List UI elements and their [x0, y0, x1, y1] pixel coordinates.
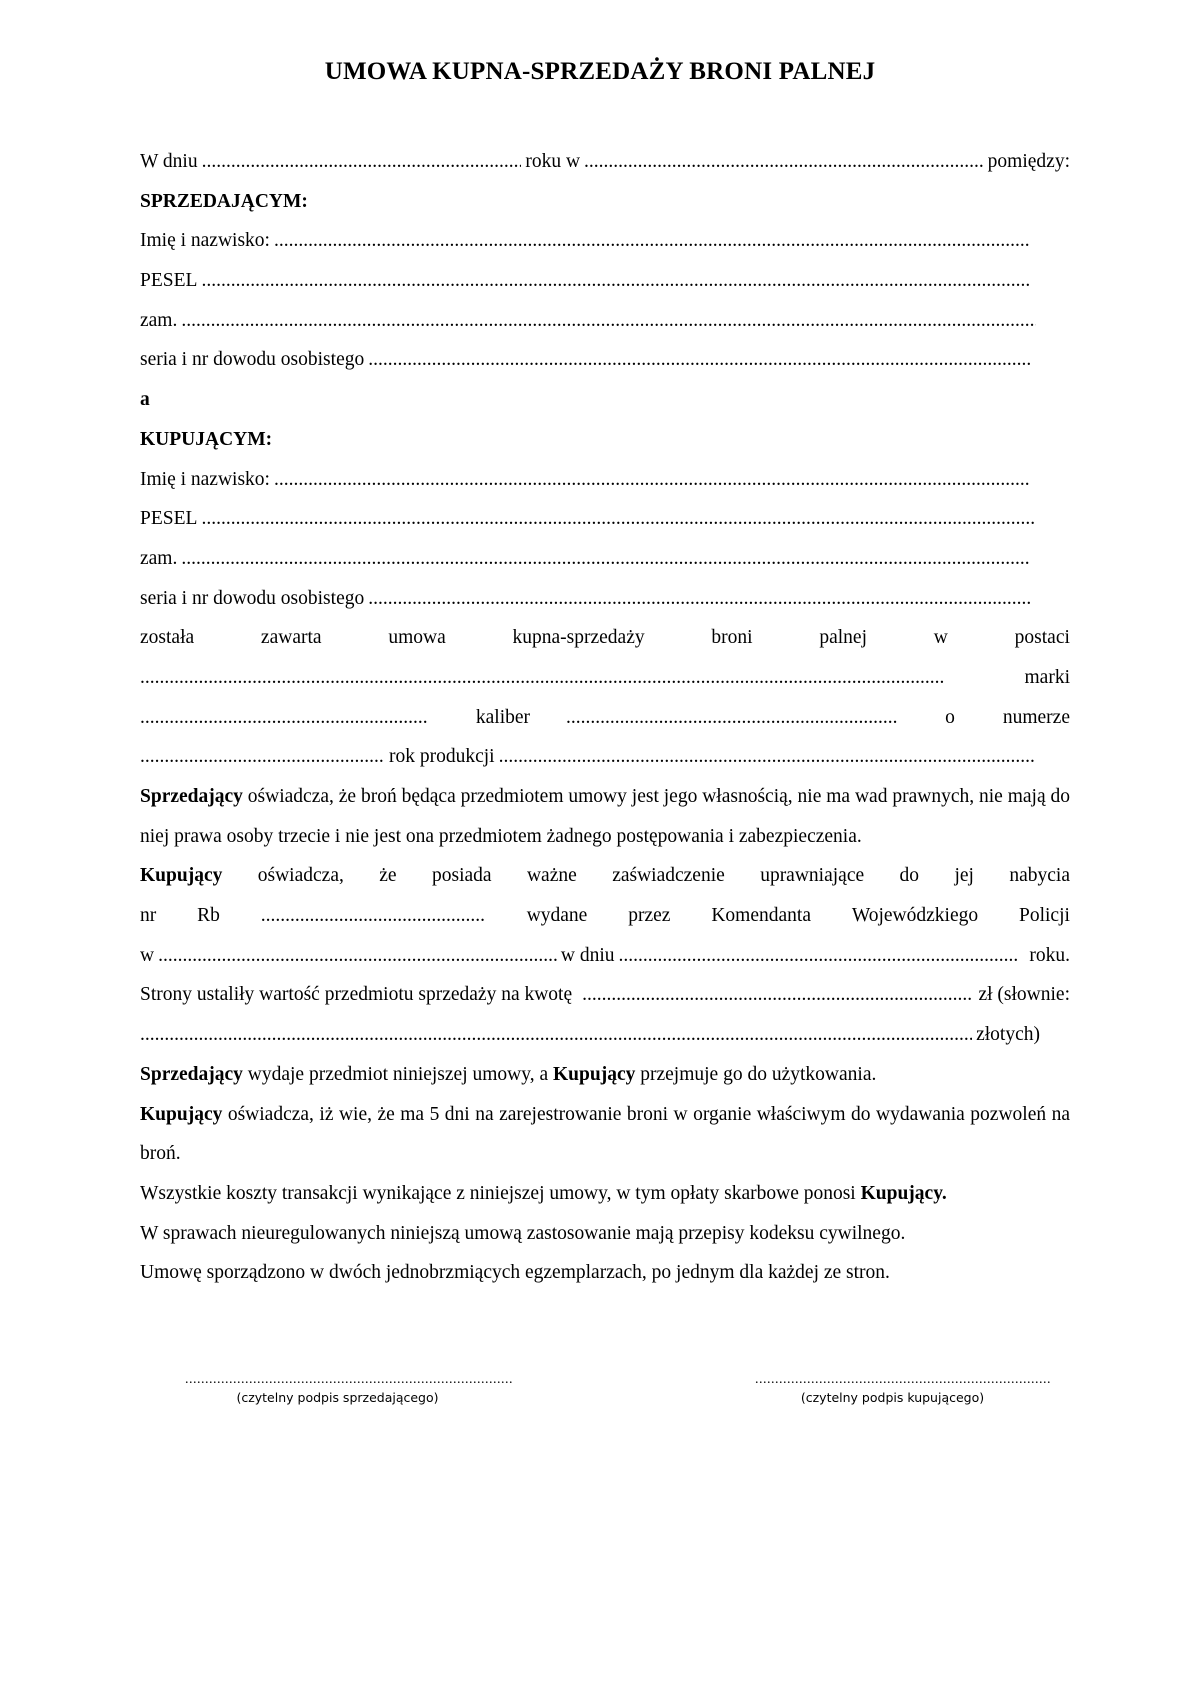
certificate-number-blank[interactable]	[261, 896, 486, 936]
buyer-address-blank[interactable]	[181, 539, 1030, 579]
buyer-address-line: zam. .....	[140, 539, 1070, 579]
date-blank[interactable]	[202, 142, 522, 182]
buyer-pesel-blank[interactable]	[201, 499, 1036, 539]
seller-signature: .................................................................................. (czytelny podpis sprzedającego)	[185, 1372, 513, 1405]
handover-statement: Sprzedający wydaje przedmiot niniejszej umowy, a Kupujący przejmuje go do użytkowania.	[140, 1063, 877, 1085]
caliber-blank[interactable]	[566, 698, 897, 738]
year-blank[interactable]	[499, 737, 1036, 777]
price-words-blank[interactable]	[140, 1015, 972, 1055]
buyer-heading: KUPUJĄCYM:	[140, 428, 273, 450]
costs-statement: Wszystkie koszty transakcji wynikające z niniejszej umowy, w tym opłaty skarbowe ponosi Kupujący.	[140, 1182, 947, 1204]
seller-id-line: seria i nr dowodu osobistego .....	[140, 340, 1070, 380]
buyer-name-blank[interactable]	[274, 460, 1030, 500]
seller-statement: Sprzedający oświadcza, że broń będąca przedmiotem umowy jest jego własnością, nie ma wad prawnych, nie mają do niej prawa osoby trzecie i nie jest ona przedmiotem żadnego postępowania i zabezpieczenia.	[140, 786, 1070, 847]
document-title: UMOWA KUPNA-SPRZEDAŻY BRONI PALNEJ	[324, 58, 876, 85]
buyer-pesel-line: PESEL .....	[140, 499, 1070, 539]
issuing-place-blank[interactable]	[158, 936, 557, 976]
buyer-name-line: Imię i nazwisko: .....	[140, 460, 1070, 500]
place-blank[interactable]	[584, 142, 984, 182]
date-place-line: W dniu ..... roku w ..... pomiędzy:	[140, 142, 1070, 182]
seller-pesel-line: PESEL .....	[140, 261, 1070, 301]
issuing-date-blank[interactable]	[619, 936, 1018, 976]
contract-body	[140, 142, 1070, 1293]
copies-statement: Umowę sporządzono w dwóch jednobrzmiących egzemplarzach, po jednym dla każdej ze stron.	[140, 1262, 890, 1284]
brand-blank[interactable]	[140, 698, 428, 738]
buyer-signature: .......................................................................... (czytelny podpis kupującego)	[755, 1372, 1051, 1405]
contract-line: została zawarta umowa kupna-sprzedaży broni palnej w postaci	[140, 627, 1070, 649]
buyer-statement-line3: w ..... w dniu ..... roku.	[140, 936, 1070, 976]
seller-address-blank[interactable]	[181, 301, 1036, 341]
seller-pesel-blank[interactable]	[201, 261, 1030, 301]
weapon-form-line: ..... marki	[140, 658, 1070, 698]
registration-statement: Kupujący oświadcza, iż wie, że ma 5 dni na zarejestrowanie broni w organie właściwym do wydawania pozwoleń na broń.	[140, 1103, 1070, 1165]
brand-caliber-line: ..... kaliber ..... o numerze	[140, 698, 1070, 738]
price-line: Strony ustaliły wartość przedmiotu sprzedaży na kwotę ..... zł (słownie:	[140, 975, 1070, 1015]
buyer-signature-blank[interactable]: ..........................................................................	[755, 1372, 1051, 1387]
buyer-id-line: seria i nr dowodu osobistego .....	[140, 579, 1070, 619]
serial-year-line: ..... rok produkcji .....	[140, 737, 1070, 777]
weapon-form-blank[interactable]	[140, 658, 945, 698]
price-words-line: ..... złotych)	[140, 1015, 1070, 1055]
price-blank[interactable]	[582, 975, 972, 1015]
conjunction: a	[140, 389, 150, 411]
buyer-statement-line1: Kupujący oświadcza, że posiada ważne zaświadczenie uprawniające do jej nabycia	[140, 865, 1070, 887]
serial-blank[interactable]	[140, 737, 385, 777]
seller-name-line: Imię i nazwisko: .....	[140, 221, 1070, 261]
buyer-statement-line2: nr Rb ..... wydane przez Komendanta Wojewódzkiego Policji	[140, 896, 1070, 936]
civil-code-statement: W sprawach nieuregulowanych niniejszą umową zastosowanie mają przepisy kodeksu cywilnego.	[140, 1222, 906, 1244]
seller-signature-blank[interactable]: ..................................................................................	[185, 1372, 513, 1387]
seller-id-blank[interactable]	[368, 340, 1030, 380]
seller-name-blank[interactable]	[274, 221, 1030, 261]
buyer-id-blank[interactable]	[368, 579, 1030, 619]
seller-address-line: zam. .....	[140, 301, 1070, 341]
seller-heading: SPRZEDAJĄCYM:	[140, 190, 308, 212]
